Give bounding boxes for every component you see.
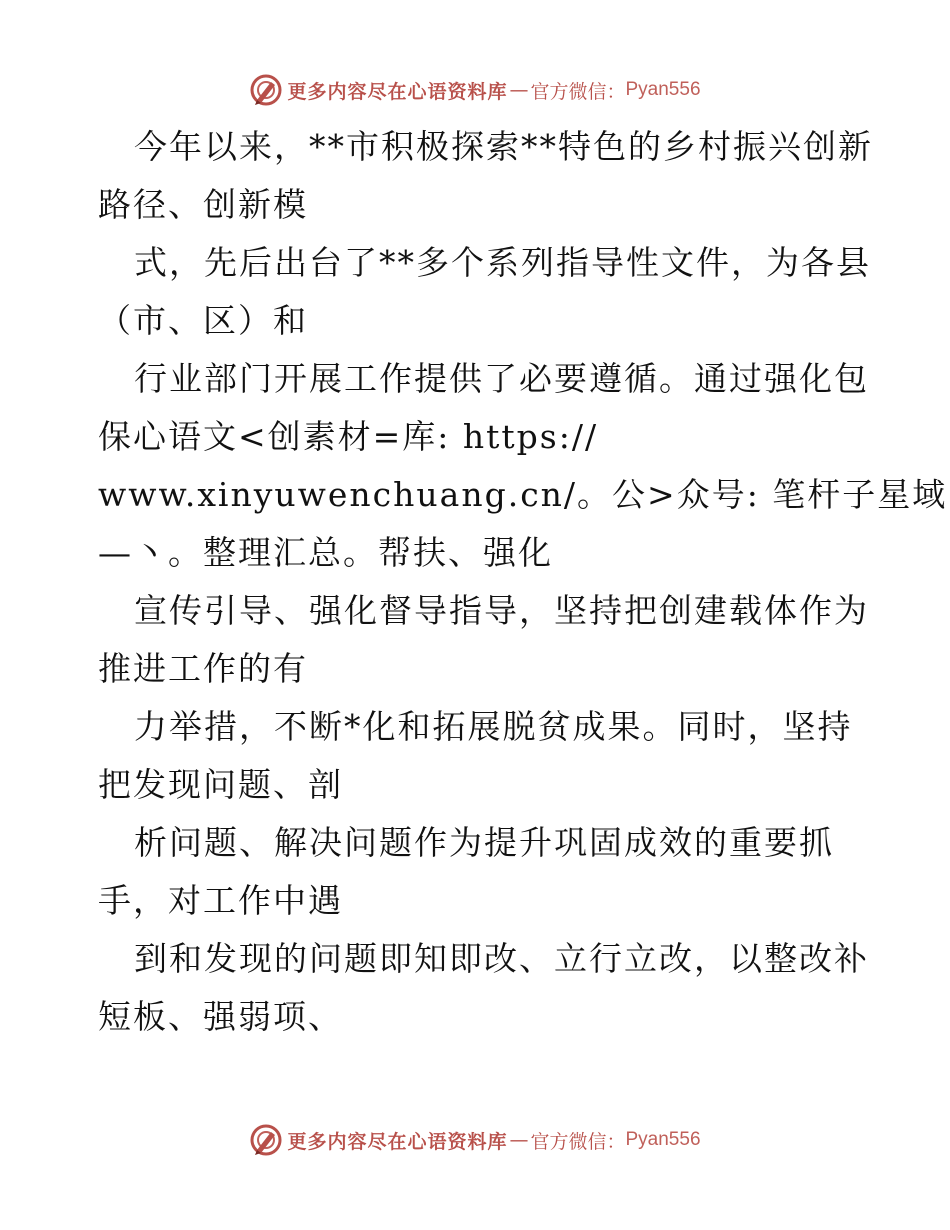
footer-contact-id: Pyan556 bbox=[625, 1129, 701, 1150]
body-line: 把发现问题、剖 bbox=[98, 765, 343, 804]
body-line: 推进工作的有 bbox=[98, 649, 308, 688]
pen-logo-icon bbox=[249, 73, 283, 107]
body-line: 短板、强弱项、 bbox=[98, 997, 343, 1036]
body-line: 今年以来，**市积极探索**特色的乡村振兴创新 bbox=[134, 127, 873, 166]
body-line: 力举措，不断*化和拓展脱贫成果。同时，坚持 bbox=[134, 707, 853, 746]
body-line: 手，对工作中遇 bbox=[98, 881, 343, 920]
header-contact-label: 官方微信： bbox=[530, 80, 626, 103]
body-line: 路径、创新模 bbox=[98, 185, 308, 224]
footer-contact-label: 官方微信： bbox=[530, 1130, 626, 1153]
header-contact-id: Pyan556 bbox=[625, 79, 701, 100]
document-body bbox=[98, 118, 948, 1046]
body-line: www.xinyuwenchuang.cn/。公>众号: 笔杆子星域 bbox=[98, 475, 948, 514]
footer-banner-inner bbox=[249, 1123, 700, 1157]
body-line: 式，先后出台了**多个系列指导性文件，为各县 bbox=[134, 243, 871, 282]
header-brand-text: 更多内容尽在心语资料库 bbox=[287, 80, 508, 103]
header-watermark-banner bbox=[0, 70, 950, 110]
body-line: 到和发现的问题即知即改、立行立改，以整改补 bbox=[134, 939, 869, 978]
footer-watermark-banner bbox=[0, 1120, 950, 1160]
header-banner-inner bbox=[249, 73, 700, 107]
footer-brand-text: 更多内容尽在心语资料库 bbox=[287, 1130, 508, 1153]
footer-separator: — bbox=[509, 1129, 529, 1151]
body-line: （市、区）和 bbox=[98, 301, 308, 340]
body-line: —丶。整理汇总。帮扶、强化 bbox=[98, 533, 553, 572]
body-line: 析问题、解决问题作为提升巩固成效的重要抓 bbox=[134, 823, 834, 862]
body-line: 保心语文<创素材=库: https:// bbox=[98, 417, 599, 456]
header-separator: — bbox=[509, 79, 529, 101]
body-line: 行业部门开展工作提供了必要遵循。通过强化包 bbox=[134, 359, 869, 398]
body-line: 宣传引导、强化督导指导，坚持把创建载体作为 bbox=[134, 591, 869, 630]
pen-logo-icon bbox=[249, 1123, 283, 1157]
